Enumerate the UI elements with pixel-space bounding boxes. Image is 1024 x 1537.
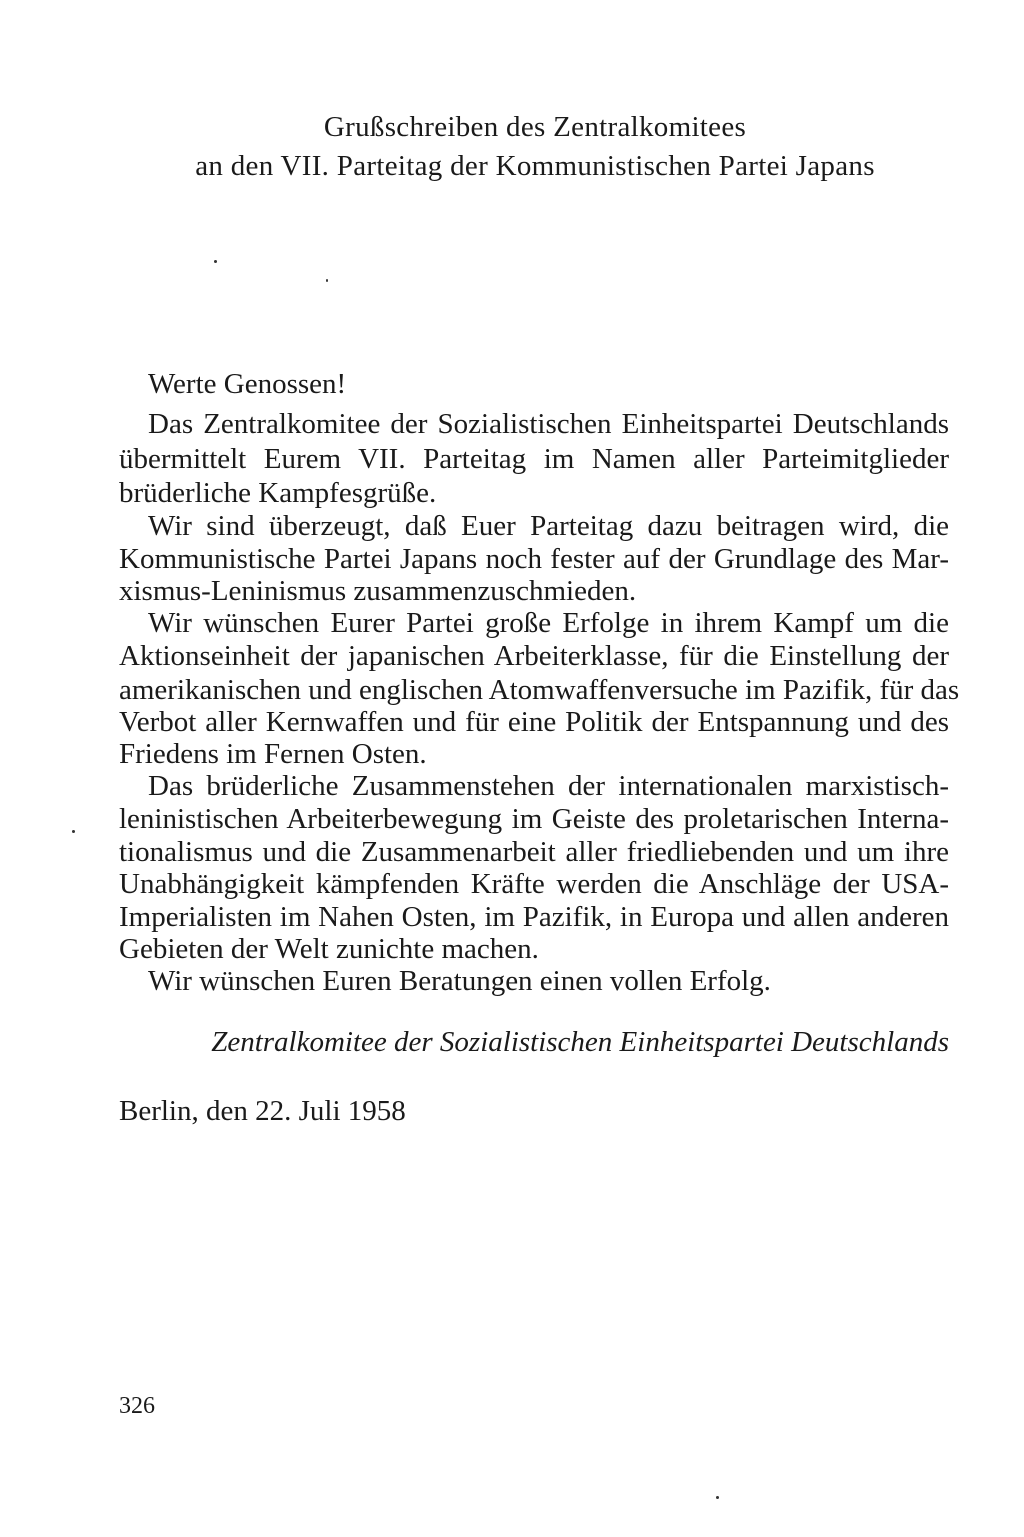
body-line: Unabhängigkeit kämpfenden Kräfte werden die Anschläge der USA- — [119, 868, 949, 900]
body-line: Imperialisten im Nahen Osten, im Pazifik, in Europa und allen anderen — [119, 901, 949, 933]
body-line: Kommunistische Partei Japans noch fester auf der Grundlage des Mar- — [119, 543, 949, 575]
body-line: Verbot aller Kernwaffen und für eine Politik der Entspannung und des — [119, 706, 949, 738]
body-line: übermittelt Eurem VII. Parteitag im Namen aller Parteimitglieder — [119, 443, 949, 475]
scan-speck — [716, 1496, 719, 1499]
body-line: Friedens im Fernen Osten. — [119, 738, 427, 770]
body-line: Wir wünschen Euren Beratungen einen vollen Erfolg. — [148, 965, 771, 997]
body-line: xismus-Leninismus zusammenzuschmieden. — [119, 575, 637, 607]
body-line: amerikanischen und englischen Atomwaffenversuche im Pazifik, für das — [119, 674, 960, 706]
page-number: 326 — [119, 1393, 155, 1419]
body-line: Wir sind überzeugt, daß Euer Parteitag dazu beitragen wird, die — [148, 510, 949, 542]
scan-speck — [214, 260, 217, 263]
date-line: Berlin, den 22. Juli 1958 — [119, 1095, 406, 1127]
salutation: Werte Genossen! — [148, 368, 347, 400]
body-line: leninistischen Arbeiterbewegung im Geiste des proletarischen Interna- — [119, 803, 949, 835]
body-line: Wir wünschen Eurer Partei große Erfolge in ihrem Kampf um die — [148, 607, 949, 639]
body-line: tionalismus und die Zusammenarbeit aller friedliebenden und um ihre — [119, 836, 949, 868]
scan-speck — [72, 830, 75, 833]
body-line: Das brüderliche Zusammenstehen der internationalen marxistisch- — [148, 770, 949, 802]
document-title-line-1: Grußschreiben des Zentralkomitees — [323, 111, 747, 143]
body-line: Aktionseinheit der japanischen Arbeiterklasse, für die Einstellung der — [119, 640, 949, 672]
document-title-line-2: an den VII. Parteitag der Kommunistischen Partei Japans — [195, 150, 875, 182]
scan-speck — [326, 279, 328, 282]
body-line: Das Zentralkomitee der Sozialistischen Einheitspartei Deutschlands — [148, 408, 949, 440]
signature: Zentralkomitee der Sozialistischen Einheitspartei Deutschlands — [211, 1026, 949, 1058]
body-line: brüderliche Kampfesgrüße. — [119, 477, 437, 509]
body-line: Gebieten der Welt zunichte machen. — [119, 933, 539, 965]
